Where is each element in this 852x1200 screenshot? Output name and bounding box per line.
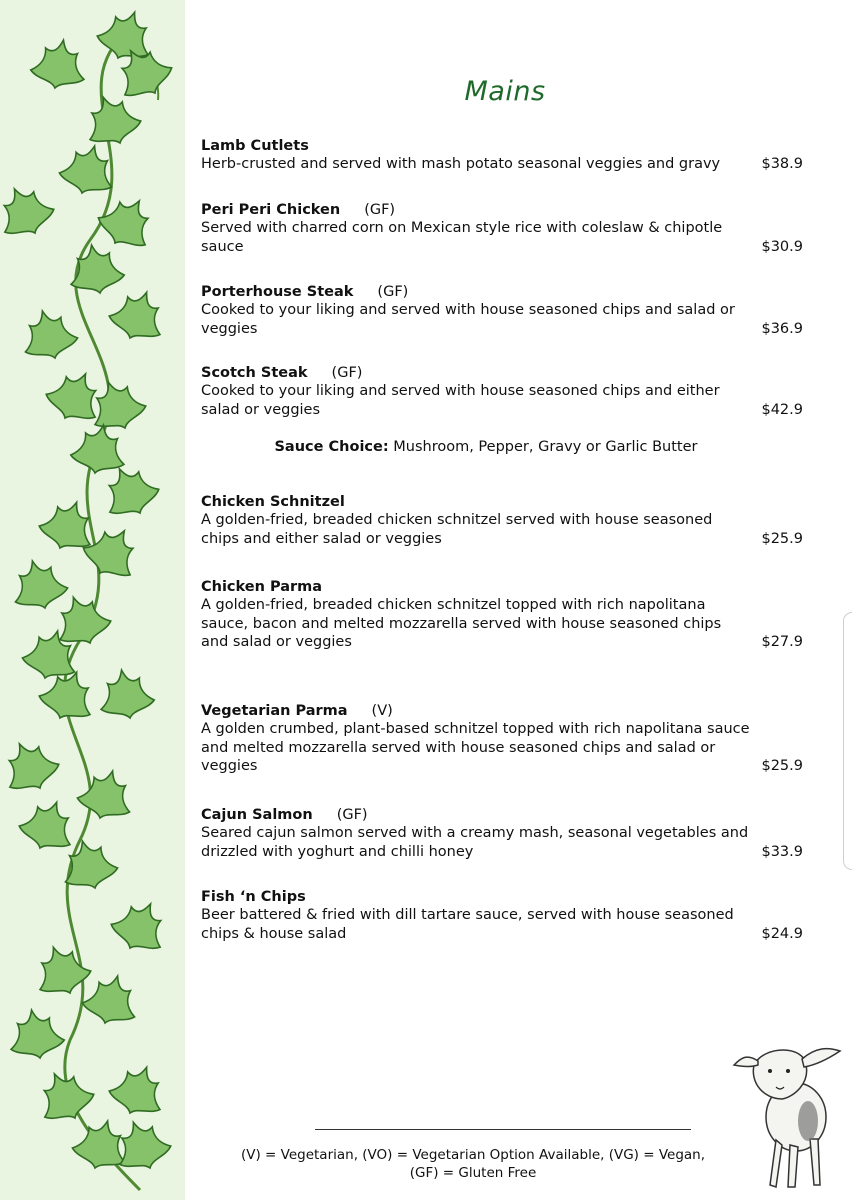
menu-item-price: $24.9 <box>761 925 803 942</box>
menu-item-description: Herb-crusted and served with mash potato seasonal veggies and gravy <box>201 156 721 172</box>
menu-item-name: Porterhouse Steak <box>201 284 354 300</box>
menu-item-price: $36.9 <box>761 320 803 337</box>
menu-item <box>201 493 811 548</box>
menu-item-price: $25.9 <box>761 758 803 774</box>
menu-item-price: $27.9 <box>761 634 803 650</box>
menu-item <box>201 283 811 338</box>
menu-item-header <box>201 364 811 382</box>
menu-item <box>201 578 811 652</box>
menu-item-price: $30.9 <box>761 238 803 255</box>
ivy-vine-icon <box>0 0 185 1200</box>
menu-item-description: Beer battered & fried with dill tartare sauce, served with house seasoned chips & house salad <box>201 907 734 942</box>
menu-item <box>201 137 811 174</box>
menu-item-header <box>201 578 811 596</box>
menu-item-name: Vegetarian Parma <box>201 703 348 719</box>
menu-item-header <box>201 201 811 219</box>
menu-item-description: A golden-fried, breaded chicken schnitzel served with house seasoned chips and either salad or veggies <box>201 512 713 547</box>
menu-item <box>201 364 811 419</box>
lamb-icon <box>724 1035 842 1195</box>
menu-item-name: Scotch Steak <box>201 365 308 381</box>
menu-item-diet: (GF) <box>377 284 409 300</box>
sauce-choice <box>201 438 771 456</box>
menu-item <box>201 201 811 256</box>
legend-line-1: (V) = Vegetarian, (VO) = Vegetarian Option Available, (VG) = Vegan, <box>240 1147 706 1163</box>
ivy-border <box>0 0 185 1200</box>
menu-item-header <box>201 493 811 511</box>
sauce-options: Mushroom, Pepper, Gravy or Garlic Butter <box>393 439 698 455</box>
menu-item <box>201 806 811 861</box>
menu-item <box>201 702 811 776</box>
menu-item-header <box>201 137 811 155</box>
menu-item-price: $38.9 <box>761 156 803 172</box>
menu-item-name: Cajun Salmon <box>201 807 313 823</box>
legend-line-2: (GF) = Gluten Free <box>409 1165 537 1181</box>
menu-item-name: Chicken Schnitzel <box>201 494 345 510</box>
menu-item-diet: (GF) <box>331 365 363 381</box>
menu-item-description: Cooked to your liking and served with house seasoned chips and either salad or veggies <box>201 383 720 418</box>
footer-divider <box>315 1129 691 1130</box>
page-title: Mains <box>464 76 546 107</box>
menu-item-description: Seared cajun salmon served with a creamy mash, seasonal vegetables and drizzled with yoghurt and chilli honey <box>201 825 749 860</box>
menu-item-price: $42.9 <box>761 401 803 418</box>
menu-item-description: Cooked to your liking and served with house seasoned chips and salad or veggies <box>201 302 735 337</box>
menu-item-header <box>201 888 811 906</box>
menu-item-description: Served with charred corn on Mexican style rice with coleslaw & chipotle sauce <box>201 220 723 255</box>
menu-item-price: $33.9 <box>761 843 803 860</box>
dietary-legend <box>230 1146 716 1182</box>
menu-item-diet: (GF) <box>336 807 368 823</box>
menu-item-name: Chicken Parma <box>201 579 323 595</box>
menu-item-price: $25.9 <box>761 530 803 547</box>
menu-item-name: Fish ‘n Chips <box>201 889 306 905</box>
menu-item-name: Lamb Cutlets <box>201 138 309 154</box>
menu-item-diet: (V) <box>371 703 393 719</box>
menu-item-header <box>201 702 811 720</box>
menu-item-header <box>201 806 811 824</box>
menu-item <box>201 888 811 943</box>
menu-item-description: A golden-fried, breaded chicken schnitzel topped with rich napolitana sauce, bacon and melted mozzarella served with house seasoned chips and salad or veggies <box>201 597 722 650</box>
sauce-label: Sauce Choice: <box>274 439 389 455</box>
menu-item-name: Peri Peri Chicken <box>201 202 341 218</box>
menu-item-header <box>201 283 811 301</box>
menu-item-description: A golden crumbed, plant-based schnitzel topped with rich napolitana sauce and melted mozzarella served with house seasoned chips and salad or veggies <box>201 721 750 774</box>
side-scroll-handle[interactable] <box>843 612 852 870</box>
menu-item-diet: (GF) <box>364 202 396 218</box>
